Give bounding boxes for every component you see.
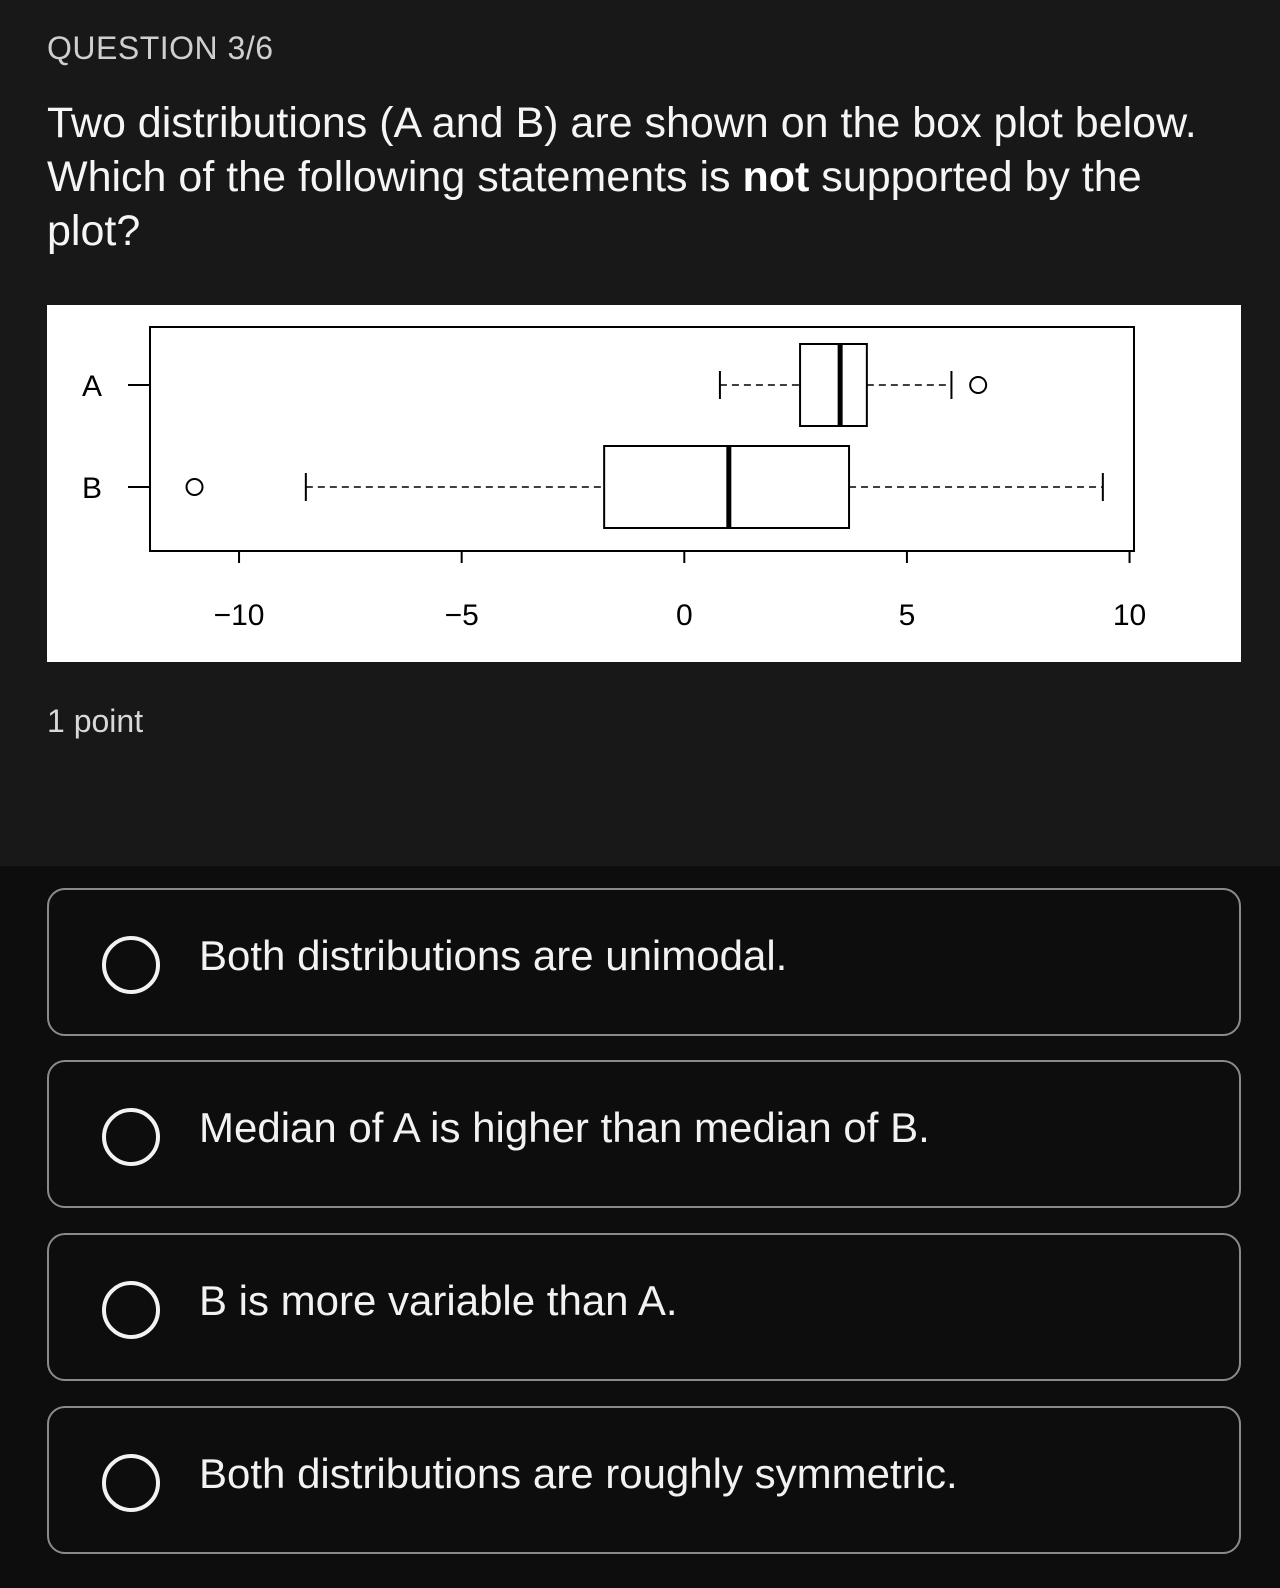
question-counter: QUESTION 3/6: [47, 30, 274, 66]
answer-option-label: Both distributions are roughly symmetric.: [199, 1450, 958, 1497]
question-text-part2: supported by the plot?: [47, 153, 1142, 255]
outlier-point-A-0: [970, 377, 986, 393]
answer-option-label: Median of A is higher than median of B.: [199, 1104, 930, 1151]
answer-option-1[interactable]: [47, 888, 1241, 1036]
radio-circle-icon[interactable]: [102, 1454, 160, 1512]
question-text-part1: Two distributions (A and B) are shown on the box plot below. Which of the following statements is: [47, 99, 1197, 201]
answer-option-label: Both distributions are unimodal.: [199, 932, 788, 979]
x-tick-label-3: 5: [898, 599, 916, 632]
answer-option-2[interactable]: [47, 1060, 1241, 1208]
y-category-label-B: B: [81, 472, 103, 505]
y-category-label-A: A: [81, 370, 103, 403]
answer-option-3[interactable]: [47, 1233, 1241, 1381]
question-text: [47, 96, 1237, 258]
points-value: 1 point: [47, 703, 144, 739]
x-tick-label-2: 0: [675, 599, 693, 632]
x-tick-label-4: 10: [1112, 599, 1147, 632]
box-plot-chart: [47, 305, 1241, 662]
answer-option-4[interactable]: [47, 1406, 1241, 1554]
radio-circle-icon[interactable]: [102, 936, 160, 994]
x-tick-label-1: −5: [444, 599, 479, 632]
box-A: [800, 344, 867, 426]
answer-option-label: B is more variable than A.: [199, 1277, 678, 1324]
radio-circle-icon[interactable]: [102, 1281, 160, 1339]
question-text-emphasis: not: [742, 153, 810, 201]
x-tick-label-0: −10: [213, 599, 265, 632]
box-plot-figure: [47, 305, 1241, 662]
outlier-point-B-0: [187, 479, 203, 495]
radio-circle-icon[interactable]: [102, 1108, 160, 1166]
